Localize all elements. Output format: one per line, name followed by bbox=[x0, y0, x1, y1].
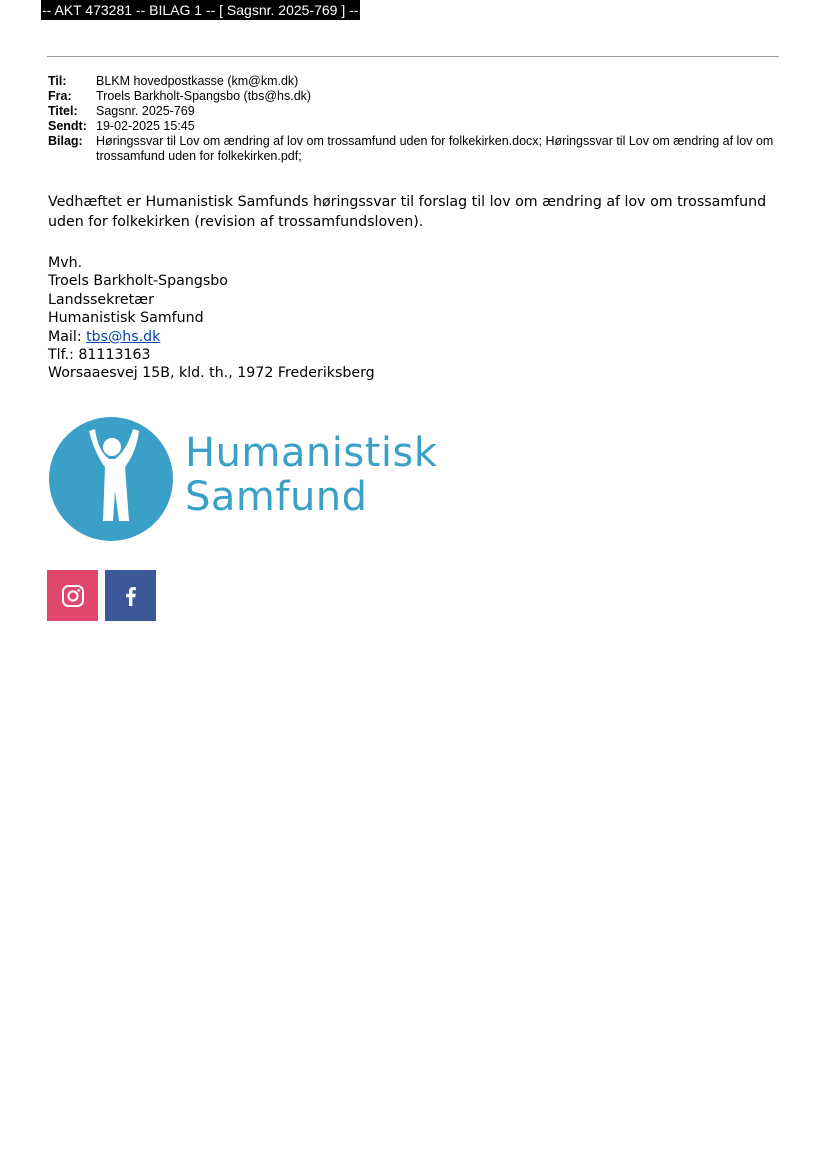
to-value: BLKM hovedpostkasse (km@km.dk) bbox=[96, 74, 299, 88]
from-label: Fra: bbox=[48, 89, 72, 103]
signature-organization: Humanistisk Samfund bbox=[48, 310, 204, 327]
subject-row bbox=[48, 104, 783, 119]
logo-line-1: Humanistisk bbox=[185, 430, 438, 476]
signature-greeting: Mvh. bbox=[48, 255, 83, 271]
signature-address: Worsaaesvej 15B, kld. th., 1972 Frederiksberg bbox=[48, 365, 375, 382]
signature-mail-label: Mail: bbox=[48, 328, 87, 345]
instagram-button[interactable] bbox=[47, 570, 98, 621]
instagram-icon bbox=[61, 584, 85, 608]
facebook-icon bbox=[119, 584, 143, 608]
attachments-value: Høringssvar til Lov om ændring af lov om trossamfund uden for folkekirken.docx; Høringssvar til Lov om ændring af lov om trossamfund uden for folkekirken.pdf; bbox=[96, 134, 774, 163]
message-body: Vedhæftet er Humanistisk Samfunds høringssvar til forslag til lov om ændring af lov om trossamfund uden for folkekirken (revision af trossamfundsloven). bbox=[48, 194, 767, 230]
signature-phone: Tlf.: 81113163 bbox=[48, 347, 151, 364]
humanist-figure-icon bbox=[49, 417, 173, 541]
sent-value: 19-02-2025 15:45 bbox=[96, 119, 195, 133]
subject-label: Titel: bbox=[48, 104, 78, 118]
humanistisk-samfund-logo bbox=[49, 417, 459, 541]
attachments-row bbox=[48, 134, 783, 164]
attachments-label: Bilag: bbox=[48, 134, 83, 148]
signature-name: Troels Barkholt-Spangsbo bbox=[48, 273, 228, 290]
logo-line-2: Samfund bbox=[185, 474, 368, 520]
facebook-button[interactable] bbox=[105, 570, 156, 621]
signature-mail-link[interactable]: tbs@hs.dk bbox=[86, 328, 161, 345]
signature-title: Landssekretær bbox=[48, 291, 154, 308]
sent-row bbox=[48, 119, 783, 134]
subject-value: Sagsnr. 2025-769 bbox=[96, 104, 195, 118]
logo-wordmark bbox=[185, 431, 438, 519]
from-value: Troels Barkholt-Spangsbo (tbs@hs.dk) bbox=[96, 89, 312, 103]
to-label: Til: bbox=[48, 74, 67, 88]
email-headers bbox=[48, 74, 783, 164]
from-row bbox=[48, 89, 783, 104]
to-row bbox=[48, 74, 783, 89]
document-stamp: -- AKT 473281 -- BILAG 1 -- [ Sagsnr. 2025-769 ] -- bbox=[42, 2, 359, 18]
header-divider bbox=[47, 56, 779, 57]
sent-label: Sendt: bbox=[48, 119, 87, 133]
signature-mail-line bbox=[48, 328, 375, 346]
signature-block bbox=[48, 254, 375, 383]
